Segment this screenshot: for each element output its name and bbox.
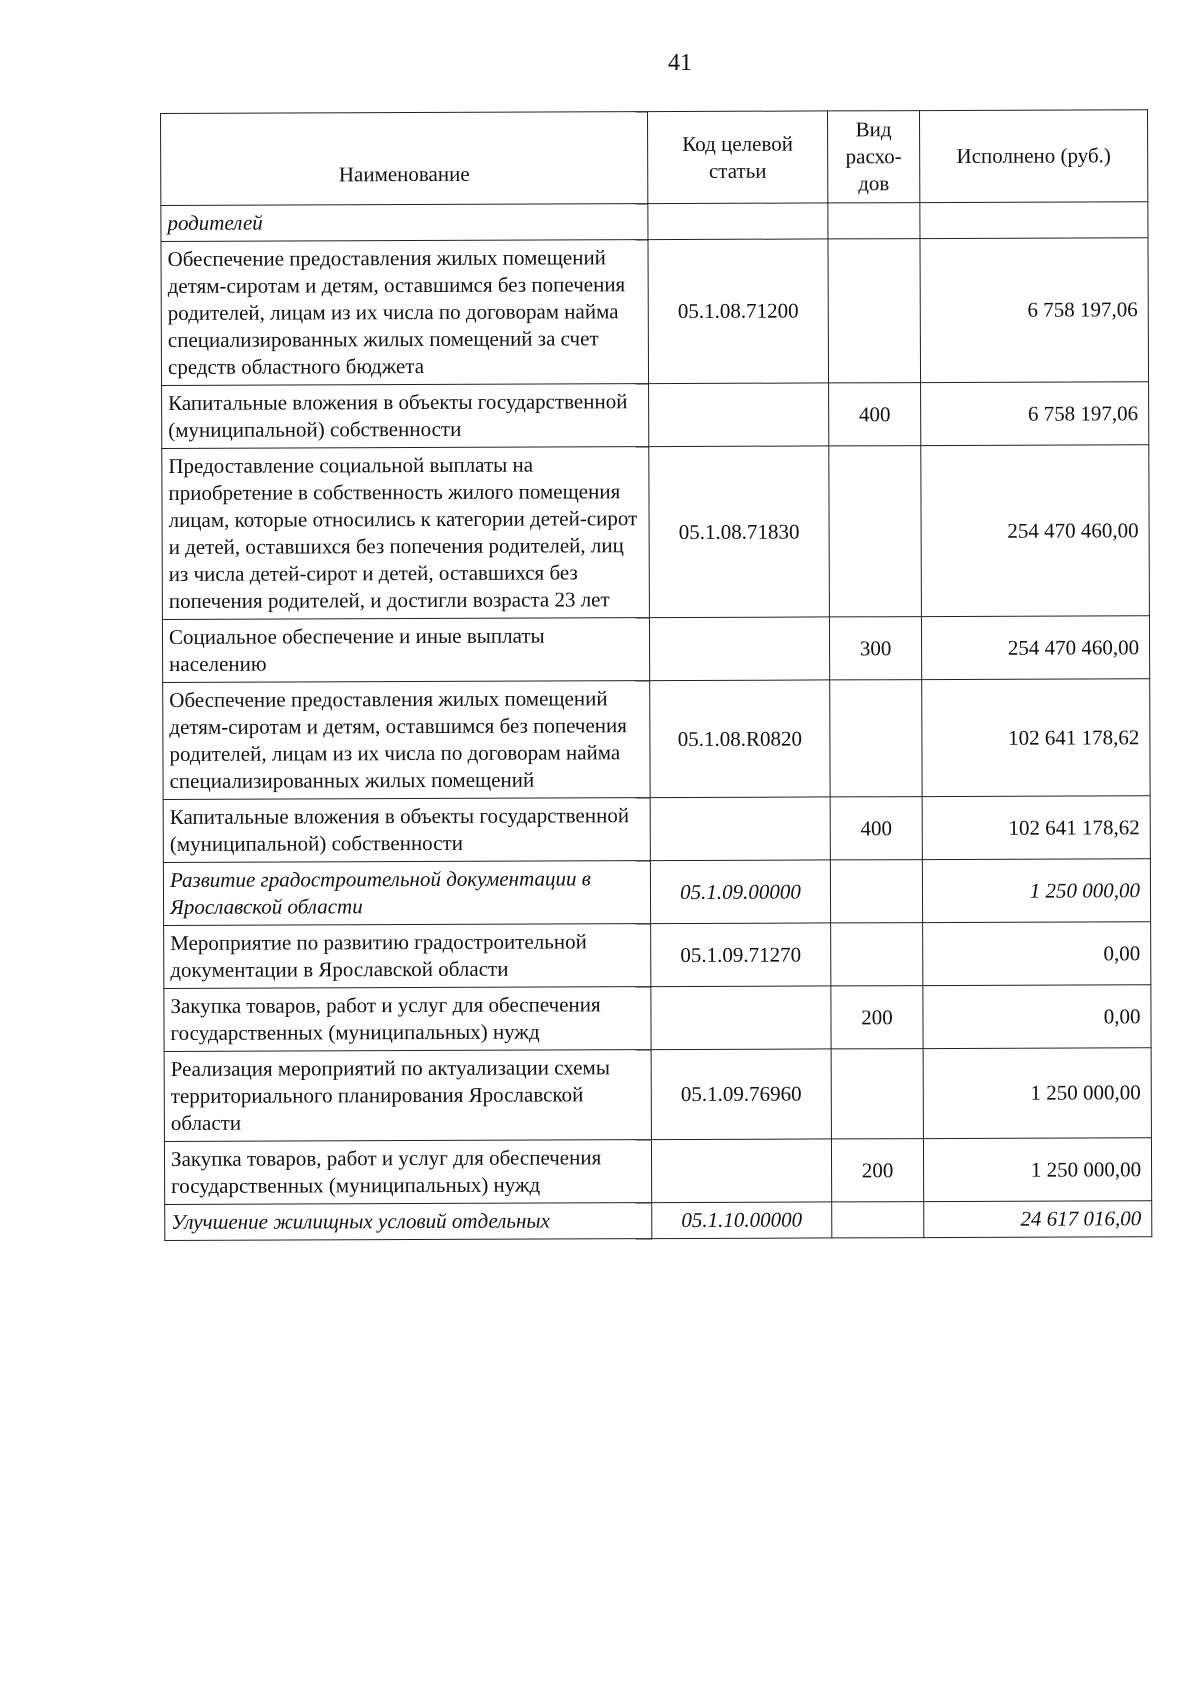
row-name-cell: Обеспечение предоставления жилых помещений детям-сиротам и детям, оставшимся без попечения родителей, лицам из их числа по договорам найма специализированных жилых помещений [163, 681, 650, 800]
row-amount-cell: 0,00 [923, 985, 1151, 1049]
row-amount-cell: 1 250 000,00 [922, 859, 1150, 923]
row-amount-cell: 6 758 197,06 [921, 382, 1149, 446]
row-kind-cell [831, 923, 923, 986]
row-name-cell: Мероприятие по развитию градостроительной документации в Ярославской области [164, 924, 651, 989]
row-kind-cell [830, 860, 922, 923]
row-code-cell [649, 383, 829, 447]
row-kind-cell: 400 [829, 383, 921, 446]
row-code-cell [651, 1139, 831, 1203]
table-row [164, 985, 1151, 1052]
row-kind-cell: 200 [831, 986, 923, 1049]
row-amount-cell: 0,00 [923, 922, 1151, 986]
table-row [164, 1048, 1151, 1142]
row-name-cell: Закупка товаров, работ и услуг для обеспечения государственных (муниципальных) нужд [164, 987, 651, 1052]
row-name-cell: Закупка товаров, работ и услуг для обеспечения государственных (муниципальных) нужд [164, 1140, 651, 1205]
row-amount-cell: 1 250 000,00 [923, 1048, 1151, 1139]
header-code: Код целевой статьи [647, 111, 827, 204]
header-name: Наименование [161, 112, 648, 206]
row-name-cell: родителей [161, 204, 648, 242]
row-amount-cell: 6 758 197,06 [920, 238, 1149, 383]
row-name-cell: Улучшение жилищных условий отдельных [165, 1203, 652, 1241]
header-kind: Вид расхо- дов [827, 111, 919, 203]
row-amount-cell: 254 470 460,00 [921, 616, 1149, 680]
table-row [164, 1138, 1151, 1205]
row-kind-cell: 300 [829, 617, 921, 680]
row-kind-cell [831, 1049, 923, 1139]
row-name-cell: Социальное обеспечение и иные выплаты населению [162, 618, 649, 683]
row-code-cell: 05.1.10.00000 [652, 1202, 832, 1239]
table-row [162, 445, 1150, 620]
header-amount: Исполнено (руб.) [919, 110, 1147, 203]
budget-execution-table [160, 109, 1152, 1241]
table-row [163, 796, 1150, 863]
row-amount-cell [920, 202, 1148, 239]
table-row [161, 202, 1148, 242]
budget-table-container [160, 109, 1152, 1241]
row-name-cell: Предоставление социальной выплаты на приобретение в собственность жилого помещения лицам, которые относились к категории детей-сирот и детей, оставшихся без попечения родителей, лиц из числа детей-сирот и детей, оставшихся без попечения родителей, и достигли возраста 23 лет [162, 447, 650, 620]
row-kind-cell: 200 [831, 1139, 923, 1202]
row-amount-cell: 254 470 460,00 [921, 445, 1150, 617]
row-code-cell [650, 797, 830, 861]
row-kind-cell: 400 [830, 797, 922, 860]
row-code-cell: 05.1.09.71270 [651, 923, 831, 987]
row-kind-cell [828, 239, 921, 383]
row-code-cell: 05.1.09.76960 [651, 1049, 831, 1140]
row-name-cell: Капитальные вложения в объекты государственной (муниципальной) собственности [163, 798, 650, 863]
row-code-cell: 05.1.08.R0820 [650, 680, 830, 798]
row-kind-cell [829, 446, 922, 617]
row-code-cell: 05.1.09.00000 [650, 860, 830, 924]
table-row [161, 238, 1149, 386]
row-kind-cell [830, 680, 922, 797]
row-amount-cell: 102 641 178,62 [922, 679, 1150, 797]
row-name-cell: Развитие градостроительной документации в Ярославской области [163, 861, 650, 926]
row-amount-cell: 102 641 178,62 [922, 796, 1150, 860]
table-row [164, 922, 1151, 989]
table-row [165, 1201, 1152, 1241]
row-name-cell: Реализация мероприятий по актуализации схемы территориального планирования Ярославской области [164, 1050, 651, 1142]
row-name-cell: Капитальные вложения в объекты государственной (муниципальной) собственности [162, 384, 649, 449]
row-code-cell [649, 617, 829, 681]
row-code-cell: 05.1.08.71200 [648, 239, 829, 384]
table-row [163, 859, 1150, 926]
row-amount-cell: 24 617 016,00 [924, 1201, 1152, 1238]
row-code-cell [648, 203, 828, 240]
row-code-cell: 05.1.08.71830 [649, 446, 830, 618]
row-amount-cell: 1 250 000,00 [923, 1138, 1151, 1202]
row-code-cell [651, 986, 831, 1050]
table-row [162, 382, 1149, 449]
row-kind-cell [832, 1202, 924, 1238]
page-number: 41 [668, 50, 692, 76]
table-header-row [161, 110, 1148, 206]
table-body [161, 202, 1152, 1241]
row-kind-cell [828, 203, 920, 239]
row-name-cell: Обеспечение предоставления жилых помещений детям-сиротам и детям, оставшимся без попечения родителей, лицам из их числа по договорам найма специализированных жилых помещений за счет средств областного бюджета [161, 240, 649, 386]
table-row [162, 616, 1149, 683]
table-row [163, 679, 1150, 800]
